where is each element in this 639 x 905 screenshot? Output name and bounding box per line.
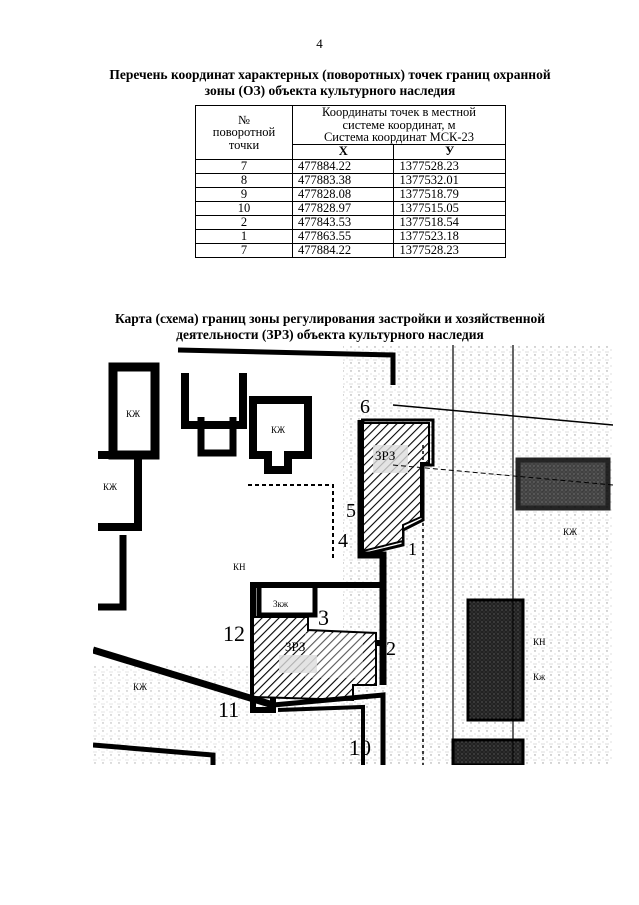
zone-label-box [279,655,317,673]
y-coordinate-cell: 1377523.18 [394,229,506,243]
point-label: 12 [223,621,245,646]
y-coordinate-cell: 1377518.54 [394,215,506,229]
header-line: системе координат, м [342,117,456,132]
point-number-cell: 7 [196,159,293,173]
zone-map [93,345,613,765]
header-line: Система координат МСК-23 [323,130,475,144]
table-row [196,201,506,215]
x-coordinate-cell: 477828.97 [293,201,394,215]
header-line: Координаты точек в местной [322,105,476,119]
x-column-header: X [293,144,394,159]
point-number-cell: 10 [196,201,293,215]
header-line: № [238,112,250,127]
building-label: КЖ [133,682,148,692]
point-number-cell: 2 [196,215,293,229]
map-heading [60,311,600,343]
x-coordinate-cell: 477883.38 [293,173,394,187]
building-label: КЖ [103,482,118,492]
building-label: КН [233,562,246,572]
table-row [196,229,506,243]
building-label: КЖ [126,409,141,419]
zone-map-drawing [93,345,613,765]
heading-line: Карта (схема) границ зоны регулирования застройки и хозяйственной [114,311,546,326]
table-header-row [196,106,506,145]
building-label: КЖ [271,425,286,435]
point-label: 1 [408,539,417,559]
point-number-cell: 9 [196,187,293,201]
y-coordinate-cell: 1377528.23 [394,159,506,173]
table-row [196,243,506,257]
point-label: 2 [386,638,396,660]
header-line: точки [228,137,260,152]
page-number: 4 [316,36,323,51]
building-label: Кж [533,672,546,682]
x-coordinate-cell: 477863.55 [293,229,394,243]
x-coordinate-cell: 477884.22 [293,243,394,257]
heading-line: зоны (ОЗ) объекта культурного наследия [204,83,456,98]
y-coordinate-cell: 1377528.23 [394,243,506,257]
x-coordinate-cell: 477884.22 [293,159,394,173]
heading-line: Перечень координат характерных (поворотных) точек границ охранной [109,67,551,82]
point-number-header [196,106,293,160]
point-label: 6 [360,396,370,418]
y-coordinate-cell: 1377515.05 [394,201,506,215]
y-column-header: У [394,144,506,159]
zone-label: ЗРЗ [285,639,306,654]
point-label: 10 [349,735,371,760]
point-label: 5 [346,500,356,522]
table-row [196,173,506,187]
table-row [196,215,506,229]
coordinates-table [195,105,506,258]
building-label: КЖ [563,527,578,537]
heading-line: деятельности (ЗРЗ) объекта культурного наследия [176,327,484,342]
coordinates-list-heading [60,67,600,99]
y-coordinate-cell: 1377518.79 [394,187,506,201]
building-dark [518,460,608,508]
building-label: 3кж [273,599,289,609]
point-number-cell: 1 [196,229,293,243]
point-label: 4 [338,530,348,552]
table-row [196,187,506,201]
x-coordinate-cell: 477828.08 [293,187,394,201]
table-row [196,159,506,173]
building-dark [468,600,523,720]
coordinates-header [293,106,506,145]
x-coordinate-cell: 477843.53 [293,215,394,229]
header-line: поворотной [212,125,276,139]
y-coordinate-cell: 1377532.01 [394,173,506,187]
point-number-cell: 8 [196,173,293,187]
point-number-cell: 7 [196,243,293,257]
point-label: 11 [218,697,240,722]
point-label: 3 [318,605,329,630]
building-label: КН [533,637,546,647]
zone-label: ЗРЗ [375,448,396,463]
